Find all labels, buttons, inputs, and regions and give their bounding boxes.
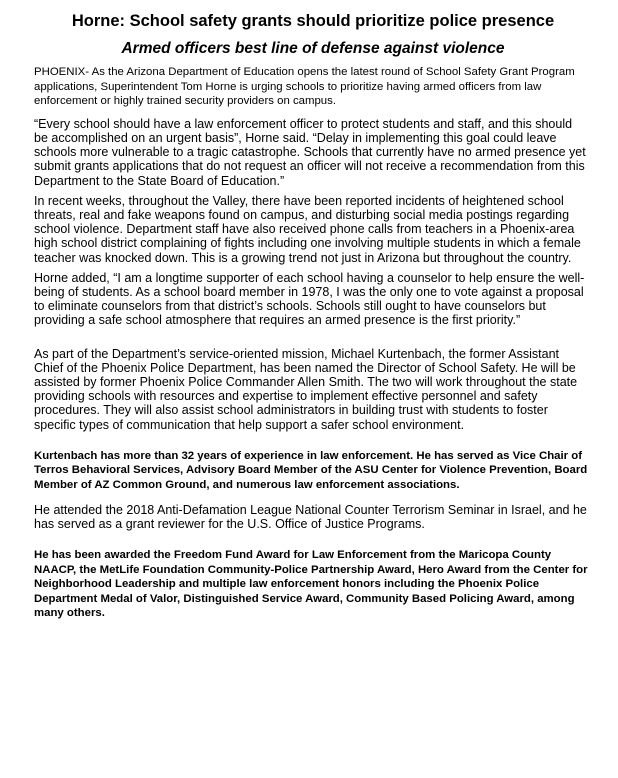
paragraph-counselor-quote: Horne added, “I am a longtime supporter of each school having a counselor to help ensure the well-being of students. As a school board member in 1978, I was the only one to vote against a proposal to eliminate counselors from that district’s schools. Schools still ought to have counselors but providing a safe school atmosphere that requires an armed presence is the first priority.”	[34, 270, 585, 328]
headline: Horne: School safety grants should prioritize police presence	[71, 12, 555, 30]
paragraph-intro: PHOENIX- As the Arizona Department of Education opens the latest round of School Safety Grant Program applications, Superintendent Tom Horne is urging schools to prioritize having armed officers from law enforcement or highly trained security providers on campus.	[34, 66, 575, 108]
subheadline: Armed officers best line of defense against violence	[121, 40, 505, 57]
paragraph-director-appointment: As part of the Department’s service-oriented mission, Michael Kurtenbach, the former Assistant Chief of the Phoenix Police Department, has been named the Director of School Safety. He will be assisted by former Phoenix Police Commander Allen Smith. The two will work throughout the state providing schools with resources and expertise to implement effective personnel and safety procedures. They will also assist school administrators in building trust with students to foster specific types of communication that help support a safer school environment.	[34, 346, 578, 432]
paragraph-awards: He has been awarded the Freedom Fund Award for Law Enforcement from the Maricopa County NAACP, the MetLife Foundation Community-Police Partnership Award, Hero Award from the Center for Neighborhood Leadership and multiple law enforcement honors including the Phoenix Police Department Medal of Valor, Distinguished Service Award, Community Based Policing Award, among many others.	[34, 549, 588, 620]
paragraph-recent-incidents: In recent weeks, throughout the Valley, there have been reported incidents of heightened school threats, real and fake weapons found on campus, and disturbing social media postings regarding school violence. Department staff have also received phone calls from teachers in a Phoenix-area high school district complaining of fights including one involving multiple students in which a female teacher was knocked down. This is a growing trend not just in Arizona but throughout the country.	[34, 193, 581, 265]
paragraph-horne-quote: “Every school should have a law enforcement officer to protect students and staff, and this should be accomplished on an urgent basis”, Horne said. “Delay in implementing this goal could leave schools more vulnerable to a tragic catastrophe. Schools that currently have no armed presence yet submit grants applications that do not request an officer will not receive a recommendation from this Department to the State Board of Education.”	[34, 116, 586, 188]
paragraph-seminar: He attended the 2018 Anti-Defamation League National Counter Terrorism Seminar in Israel, and he has served as a grant reviewer for the U.S. Office of Justice Programs.	[34, 502, 587, 531]
paragraph-kurtenbach-experience: Kurtenbach has more than 32 years of experience in law enforcement. He has served as Vice Chair of Terros Behavioral Services, Advisory Board Member of the ASU Center for Violence Prevention, Board Member of AZ Common Ground, and numerous law enforcement associations.	[34, 449, 588, 492]
